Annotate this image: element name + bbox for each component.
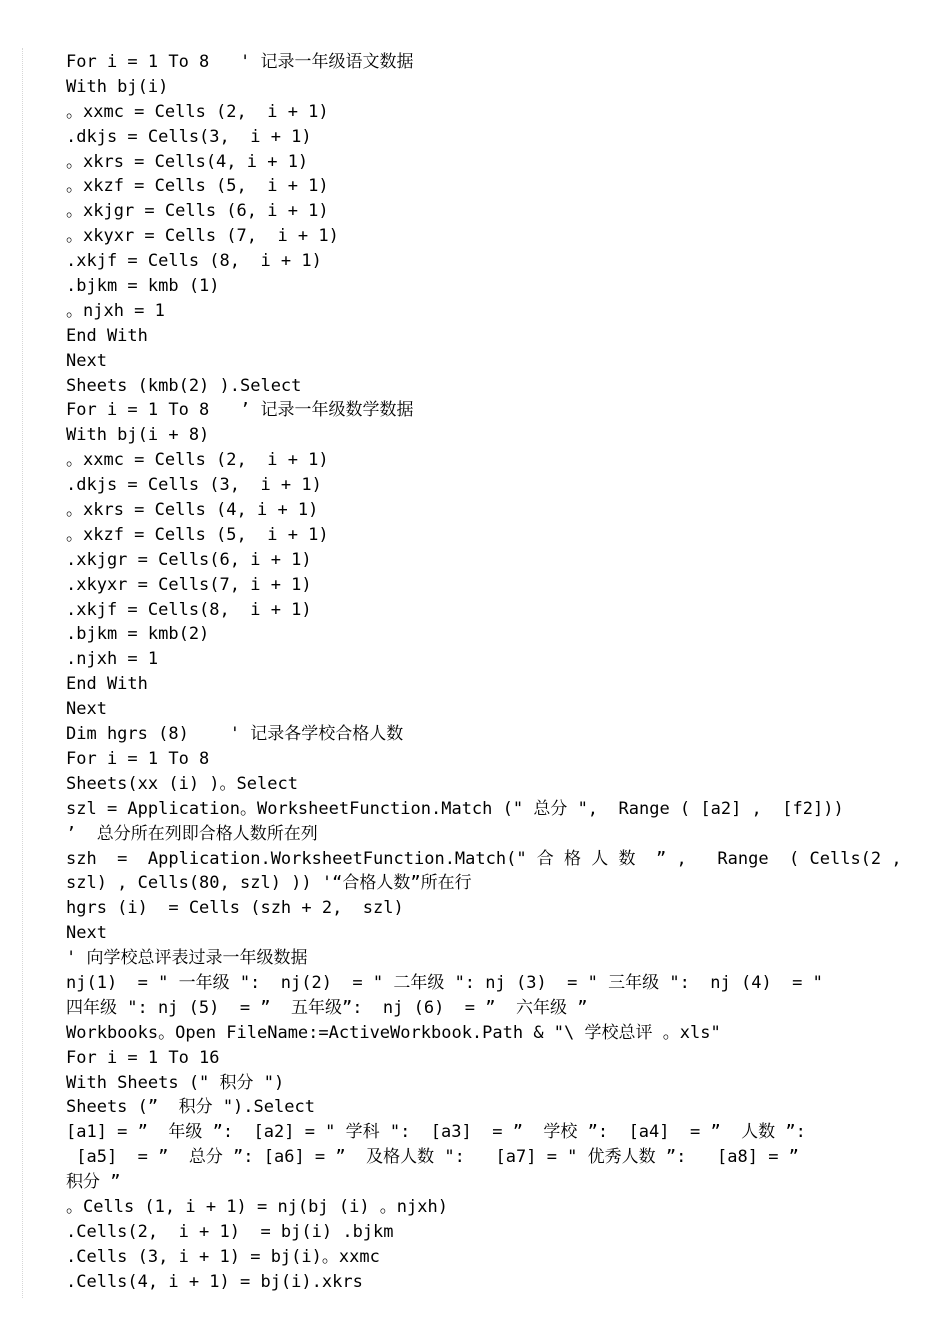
code-line: For i = 1 To 8 ' 记录一年级语文数据 [66, 52, 414, 72]
code-line: szl = Application。WorksheetFunction.Match (" 总分 ", Range ( [a2] , [f2])) [66, 798, 844, 819]
code-line: Next [66, 350, 107, 371]
code-line: 积分 ” [66, 1172, 121, 1193]
code-line: 。xkrs = Cells(4, i + 1) [66, 151, 309, 172]
code-line: Next [66, 699, 107, 720]
code-line: .bjkm = kmb (1) [66, 276, 220, 297]
code-line: 。xkzf = Cells (5, i + 1) [66, 176, 329, 197]
code-line: 。xkyxr = Cells (7, i + 1) [66, 226, 339, 247]
code-line: [a1] = ” 年级 ”: [a2] = " 学科 ": [a3] = ” 学校 ”: [a4] = ” 人数 ”: [66, 1122, 806, 1143]
code-line: szh = Application.WorksheetFunction.Match(" 合 格 人 数 ” , Range ( Cells(2 , [66, 848, 902, 869]
code-line: 。xkjgr = Cells (6, i + 1) [66, 201, 329, 222]
code-line: .xkjf = Cells(8, i + 1) [66, 599, 312, 620]
code-line: Sheets(xx (i) )。Select [66, 773, 298, 794]
code-line: nj(1) = " 一年级 ": nj(2) = " 二年级 ": nj (3) = " 三年级 ": nj (4) = " [66, 972, 823, 993]
code-line: End With [66, 325, 148, 346]
code-line: [a5] = ” 总分 ”: [a6] = ” 及格人数 ": [a7] = " 优秀人数 ”: [a8] = ” [66, 1147, 799, 1168]
code-line: 。xkzf = Cells (5, i + 1) [66, 524, 329, 545]
code-line: 。Cells (1, i + 1) = nj(bj (i) 。njxh) [66, 1196, 448, 1217]
code-line: End With [66, 674, 148, 695]
code-line: With Sheets (" 积分 ") [66, 1072, 285, 1093]
page-margin-rule [22, 48, 23, 1298]
code-line: Dim hgrs (8) ' 记录各学校合格人数 [66, 724, 404, 745]
code-line: .Cells(4, i + 1) = bj(i).xkrs [66, 1271, 363, 1292]
code-listing [66, 50, 906, 1295]
code-line: Next [66, 923, 107, 944]
code-line: With bj(i + 8) [66, 425, 210, 446]
code-line: ’ 总分所在列即合格人数所在列 [66, 823, 318, 844]
code-line: .Cells (3, i + 1) = bj(i)。xxmc [66, 1246, 380, 1267]
code-line: .xkyxr = Cells(7, i + 1) [66, 574, 312, 595]
code-line: .Cells(2, i + 1) = bj(i) .bjkm [66, 1221, 394, 1242]
code-line: 。xxmc = Cells (2, i + 1) [66, 101, 329, 122]
code-line: szl) , Cells(80, szl) )) '“合格人数”所在行 [66, 873, 472, 894]
code-line: Sheets (” 积分 ").Select [66, 1097, 315, 1118]
code-line: .xkjf = Cells (8, i + 1) [66, 251, 322, 272]
code-line: ' 向学校总评表过录一年级数据 [66, 948, 308, 969]
code-line: hgrs (i) = Cells (szh + 2, szl) [66, 898, 404, 919]
code-line: 。xxmc = Cells (2, i + 1) [66, 450, 329, 471]
code-line: 。xkrs = Cells (4, i + 1) [66, 500, 319, 521]
code-line: 四年级 ": nj (5) = ” 五年级”: nj (6) = ” 六年级 ” [66, 997, 588, 1018]
code-line: Sheets (kmb(2) ).Select [66, 375, 302, 396]
code-line: .dkjs = Cells(3, i + 1) [66, 126, 312, 147]
code-line: 。njxh = 1 [66, 300, 165, 321]
code-line: Workbooks。Open FileName:=ActiveWorkbook.Path & "\ 学校总评 。xls" [66, 1022, 721, 1043]
code-line: For i = 1 To 8 [66, 748, 210, 769]
code-line: .dkjs = Cells (3, i + 1) [66, 475, 322, 496]
code-line: .bjkm = kmb(2) [66, 624, 210, 645]
code-line: For i = 1 To 16 [66, 1047, 220, 1068]
code-line: With bj(i) [66, 76, 169, 97]
code-line: .xkjgr = Cells(6, i + 1) [66, 549, 312, 570]
code-line: For i = 1 To 8 ’ 记录一年级数学数据 [66, 400, 414, 421]
code-line: .njxh = 1 [66, 649, 159, 670]
